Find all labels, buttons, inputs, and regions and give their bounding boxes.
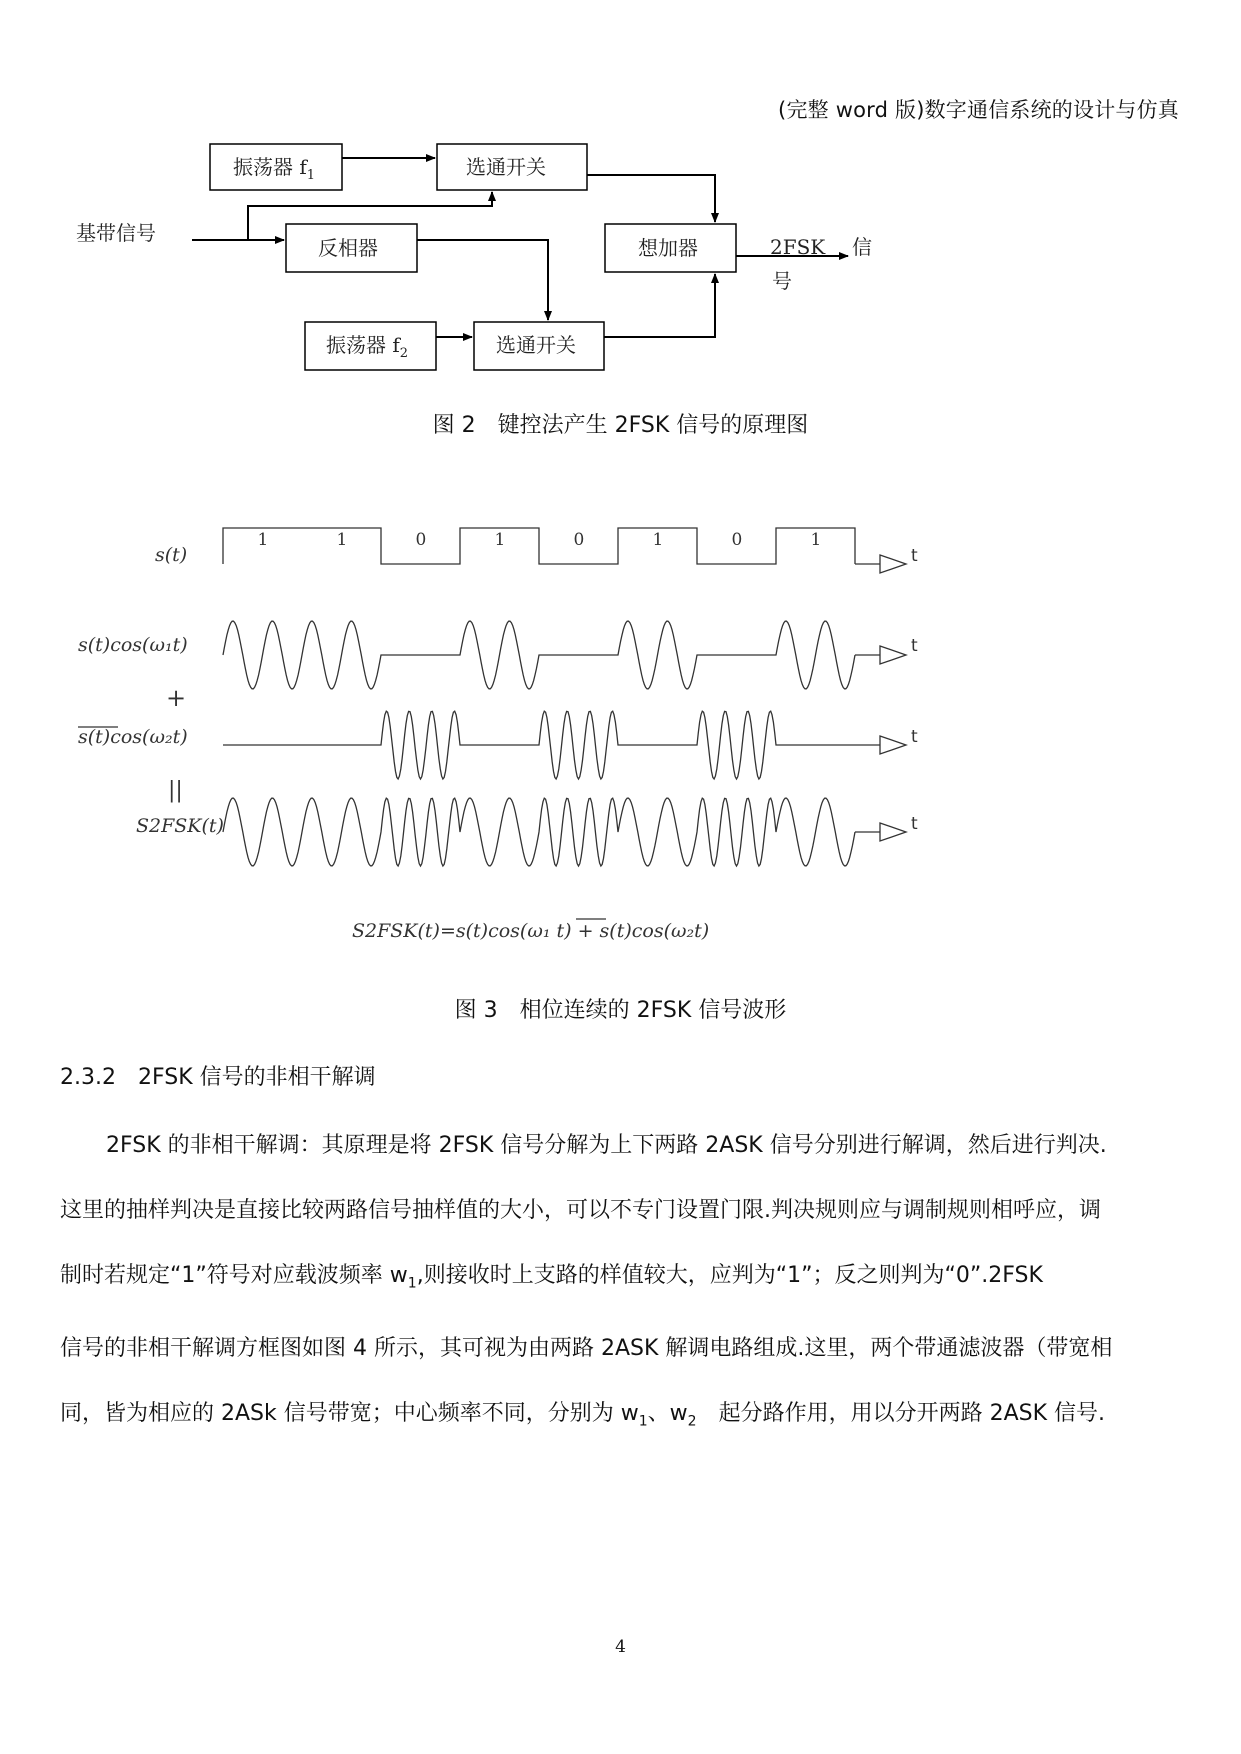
axis-t-row4: t: [911, 814, 918, 834]
plus-sign: +: [166, 684, 187, 712]
osc1-label: 振荡器 $f_1$: [233, 155, 316, 183]
page-number: 4: [615, 1637, 626, 1657]
bit-label: 1: [810, 530, 822, 550]
axis-t-row3: t: [911, 727, 918, 747]
row4-label: S2FSK(t): [136, 815, 224, 837]
paragraph-line-3: 制时若规定“1”符号对应载波频率 $w_1$,则接收时上支路的样值较大，应判为“1”；反之则判为“0”.2FSK: [60, 1263, 1043, 1292]
bit-label: 1: [336, 530, 348, 550]
body-paragraph: [60, 1113, 1181, 1455]
switch-bottom-label: 选通开关: [496, 333, 576, 357]
axis-row1-arrowhead: [880, 555, 906, 573]
switch-top-label: 选通开关: [466, 155, 546, 179]
bit-label: 1: [652, 530, 664, 550]
axis-t-row1: t: [911, 546, 918, 566]
bit-label: 1: [257, 530, 269, 550]
bit-label: 1: [494, 530, 506, 550]
paragraph-line-4: 信号的非相干解调方框图如图 4 所示，其可视为由两路 2ASK 解调电路组成.这里，两个带通滤波器（带宽相: [60, 1336, 1113, 1362]
bit-label: 0: [573, 530, 585, 550]
figure-3-caption: 图 3 相位连续的 2FSK 信号波形: [454, 998, 787, 1023]
row1-label: s(t): [155, 544, 188, 566]
axis-row3-arrowhead: [880, 736, 906, 754]
paragraph-line-2: 这里的抽样判决是直接比较两路信号抽样值的大小，可以不专门设置门限.判决规则应与调制规则相呼应，调: [60, 1198, 1101, 1223]
section-heading: 2.3.2 2FSK 信号的非相干解调: [60, 1065, 376, 1090]
axis-row4-arrowhead: [880, 823, 906, 841]
bit-label: 0: [731, 530, 743, 550]
inverter-label: 反相器: [318, 236, 378, 260]
paragraph-line-5: 同，皆为相应的 2ASk 信号带宽；中心频率不同，分别为 $w_1$、$w_2$ 起分路作用，用以分开两路 2ASK 信号.: [60, 1401, 1105, 1430]
wave-row2: [223, 621, 855, 689]
adder-label: 想加器: [638, 236, 698, 260]
square-wave-st: [223, 528, 855, 564]
axis-row2-arrowhead: [880, 646, 906, 664]
axis-t-row2: t: [911, 636, 918, 656]
page-header: (完整 word 版)数字通信系统的设计与仿真: [778, 98, 1179, 122]
equals-sign: ||: [168, 778, 183, 803]
input-label: 基带信号: [76, 221, 156, 245]
wave-row3: [223, 711, 855, 779]
paragraph-line-1: 2FSK 的非相干解调：其原理是将 2FSK 信号分解为上下两路 2ASK 信号分别进行解调，然后进行判决.: [106, 1133, 1107, 1158]
output-label-2fsk: 2FSK: [770, 235, 826, 259]
formula: S2FSK(t)=s(t)cos(ω₁ t) + s(t)cos(ω₂t): [352, 920, 710, 942]
row2-label: s(t)cos(ω₁t): [78, 634, 188, 656]
output-label-xin: 信: [852, 235, 872, 259]
output-label-hao: 号: [772, 269, 792, 293]
row3-label: s(t)cos(ω₂t): [78, 726, 188, 748]
osc2-label: 振荡器 $f_2$: [326, 333, 409, 361]
figure-2-caption: 图 2 键控法产生 2FSK 信号的原理图: [432, 413, 809, 438]
bit-label: 0: [415, 530, 427, 550]
wave-row4: [223, 798, 855, 866]
